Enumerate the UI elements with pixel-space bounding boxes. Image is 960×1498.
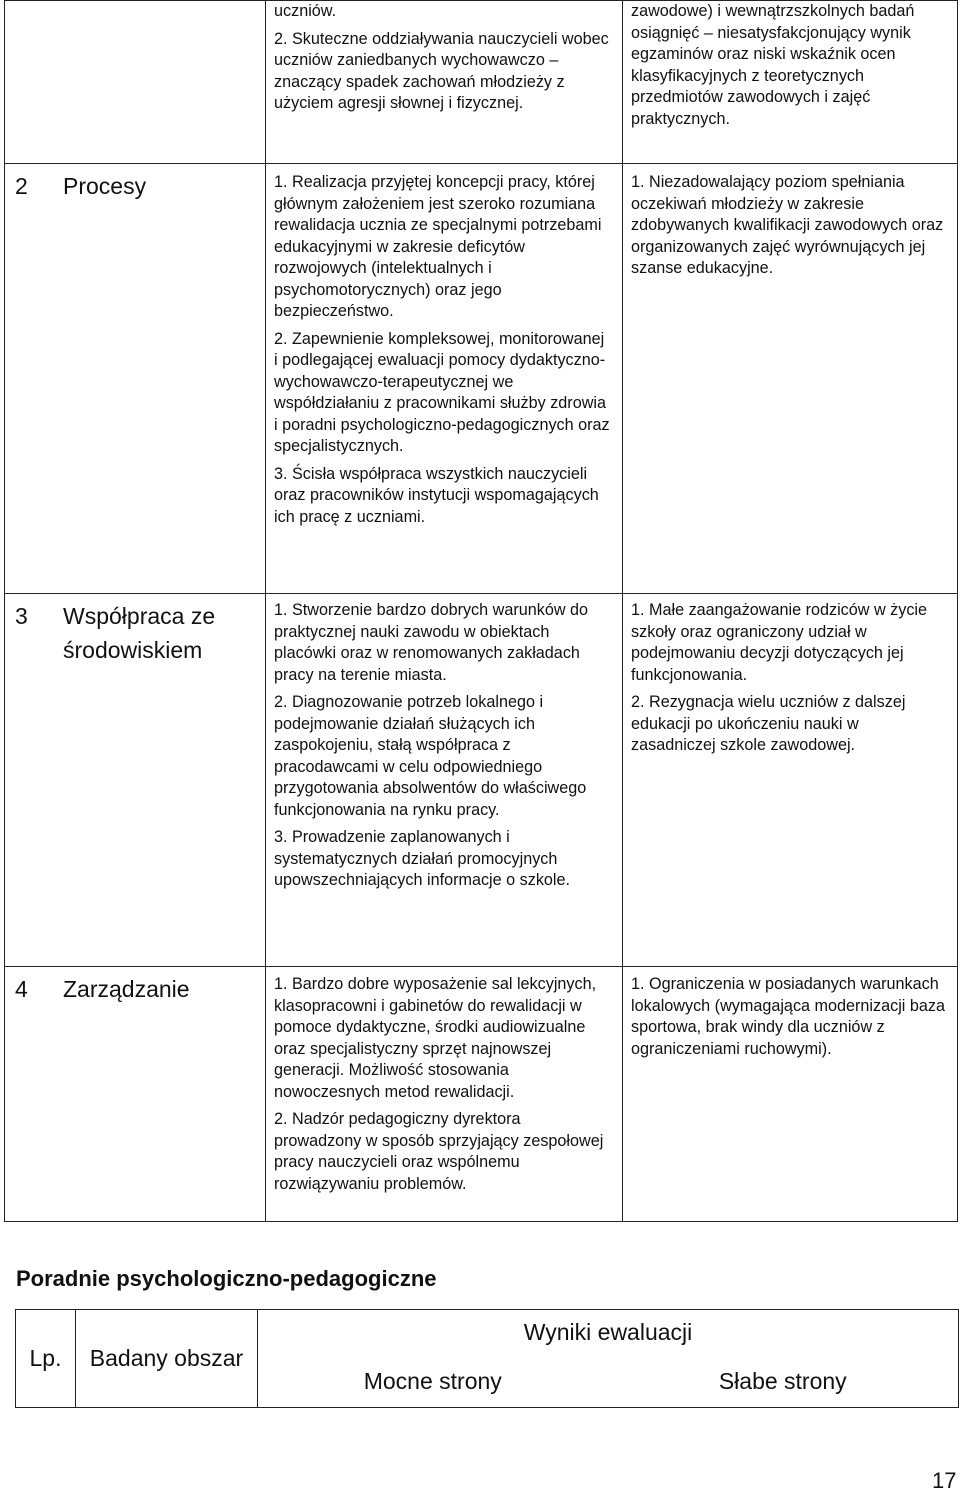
strength-item: 3. Prowadzenie zaplanowanych i systematycznych działań promocyjnych upowszechniających informacje o szkole.	[274, 828, 571, 889]
table-row	[5, 164, 958, 594]
strength-item: 2. Zapewnienie kompleksowej, monitorowanej i podlegającej ewaluacji pomocy dydaktyczno-wychowawczo-terapeutycznej we współdziałaniu z pracownikami służby zdrowia i poradni psychologiczno-pedagogicznych oraz specjalistycznych.	[274, 329, 610, 455]
weaknesses-cell	[623, 164, 958, 594]
evaluation-header-table	[15, 1309, 959, 1408]
weaknesses-cell	[623, 594, 958, 967]
strength-item: 2. Skuteczne oddziaływania nauczycieli wobec uczniów zaniedbanych wychowawczo – znaczący spadek zachowań młodzieży z użyciem agresji słownej i fizycznej.	[274, 29, 609, 112]
table-row	[5, 967, 958, 1222]
strengths-cell	[266, 1, 623, 164]
strength-item: 3. Ścisła współpraca wszystkich nauczycieli oraz pracowników instytucji wspomagających ich pracę z uczniami.	[274, 464, 599, 526]
row-number: 2	[15, 173, 28, 199]
strength-item: 2. Diagnozowanie potrzeb lokalnego i podejmowanie działań służących ich zaspokojeniu, stałą współpraca z pracodawcami w celu odpowiedniego przygotowania absolwentów do właściwego funkcjonowania na rynku pracy.	[274, 693, 587, 819]
strengths-cell	[266, 967, 623, 1222]
area-name: Procesy	[63, 173, 147, 199]
weakness-item: 1. Ograniczenia w posiadanych warunkach lokalowych (wymagająca modernizacji baza sportowa, brak windy dla uczniów z ograniczeniami ruchowymi).	[631, 975, 945, 1058]
table-row	[5, 594, 958, 967]
area-name: Zarządzanie	[63, 976, 190, 1002]
weakness-item: zawodowe) i wewnątrzszkolnych badań osiągnięć – niesatysfakcjonujący wynik egzaminów oraz niski wskaźnik ocen klasyfikacyjnych z teoretycznych przedmiotów zawodowych i zajęć praktycznych.	[631, 2, 915, 128]
header-area: Badany obszar	[76, 1310, 258, 1408]
header-strengths: Mocne strony	[258, 1356, 608, 1408]
strength-item: 1. Stworzenie bardzo dobrych warunków do praktycznej nauki zawodu w obiektach placówki oraz w renomowanych zakładach pracy na terenie miasta.	[274, 601, 589, 684]
strengths-cell	[266, 594, 623, 967]
header-results: Wyniki ewaluacji	[258, 1310, 959, 1356]
area-cell	[5, 594, 266, 967]
weakness-item: 2. Rezygnacja wielu uczniów z dalszej edukacji po ukończeniu nauki w zasadniczej szkole zawodowej.	[631, 693, 906, 754]
strength-item: 1. Bardzo dobre wyposażenie sal lekcyjnych, klasopracowni i gabinetów do rewalidacji w pomoce dydaktyczne, środki audiowizualne oraz specjalistyczny sprzęt najnowszej generacji. Możliwość stosowania nowoczesnych metod rewalidacji.	[274, 975, 597, 1101]
strength-item: 1. Realizacja przyjętej koncepcji pracy, której głównym założeniem jest szeroko rozumiana rewalidacja ucznia ze specjalnymi potrzebami edukacyjnymi w zakresie deficytów rozwojowych (intelektualnych i psychomotorycznych) oraz jego bezpieczeństwo.	[274, 173, 602, 320]
table-row	[5, 1, 958, 164]
section-heading: Poradnie psychologiczno-pedagogiczne	[16, 1266, 437, 1291]
header-weaknesses: Słabe strony	[608, 1356, 959, 1408]
weakness-item: 1. Małe zaangażowanie rodziców w życie szkoły oraz ograniczony udział w podejmowaniu decyzji dotyczących jej funkcjonowania.	[631, 601, 928, 684]
strength-item: uczniów.	[274, 2, 337, 20]
strength-item: 2. Nadzór pedagogiczny dyrektora prowadzony w sposób sprzyjający zespołowej pracy nauczycieli oraz wspólnemu rozwiązywaniu problemów.	[274, 1110, 604, 1193]
area-cell	[5, 164, 266, 594]
area-cell	[5, 1, 266, 164]
weaknesses-cell	[623, 967, 958, 1222]
area-cell	[5, 967, 266, 1222]
area-name: Współpraca ze środowiskiem	[63, 603, 216, 663]
weaknesses-cell	[623, 1, 958, 164]
strengths-cell	[266, 164, 623, 594]
page-number: 17	[932, 1468, 957, 1493]
row-number: 3	[15, 603, 28, 629]
header-lp: Lp.	[16, 1310, 76, 1408]
table-row	[16, 1310, 959, 1356]
weakness-item: 1. Niezadowalający poziom spełniania oczekiwań młodzieży w zakresie zdobywanych kwalifikacji zawodowych oraz organizowanych zajęć wyrównujących jej szanse edukacyjne.	[631, 173, 944, 277]
row-number: 4	[15, 976, 28, 1002]
evaluation-table	[4, 0, 958, 1222]
